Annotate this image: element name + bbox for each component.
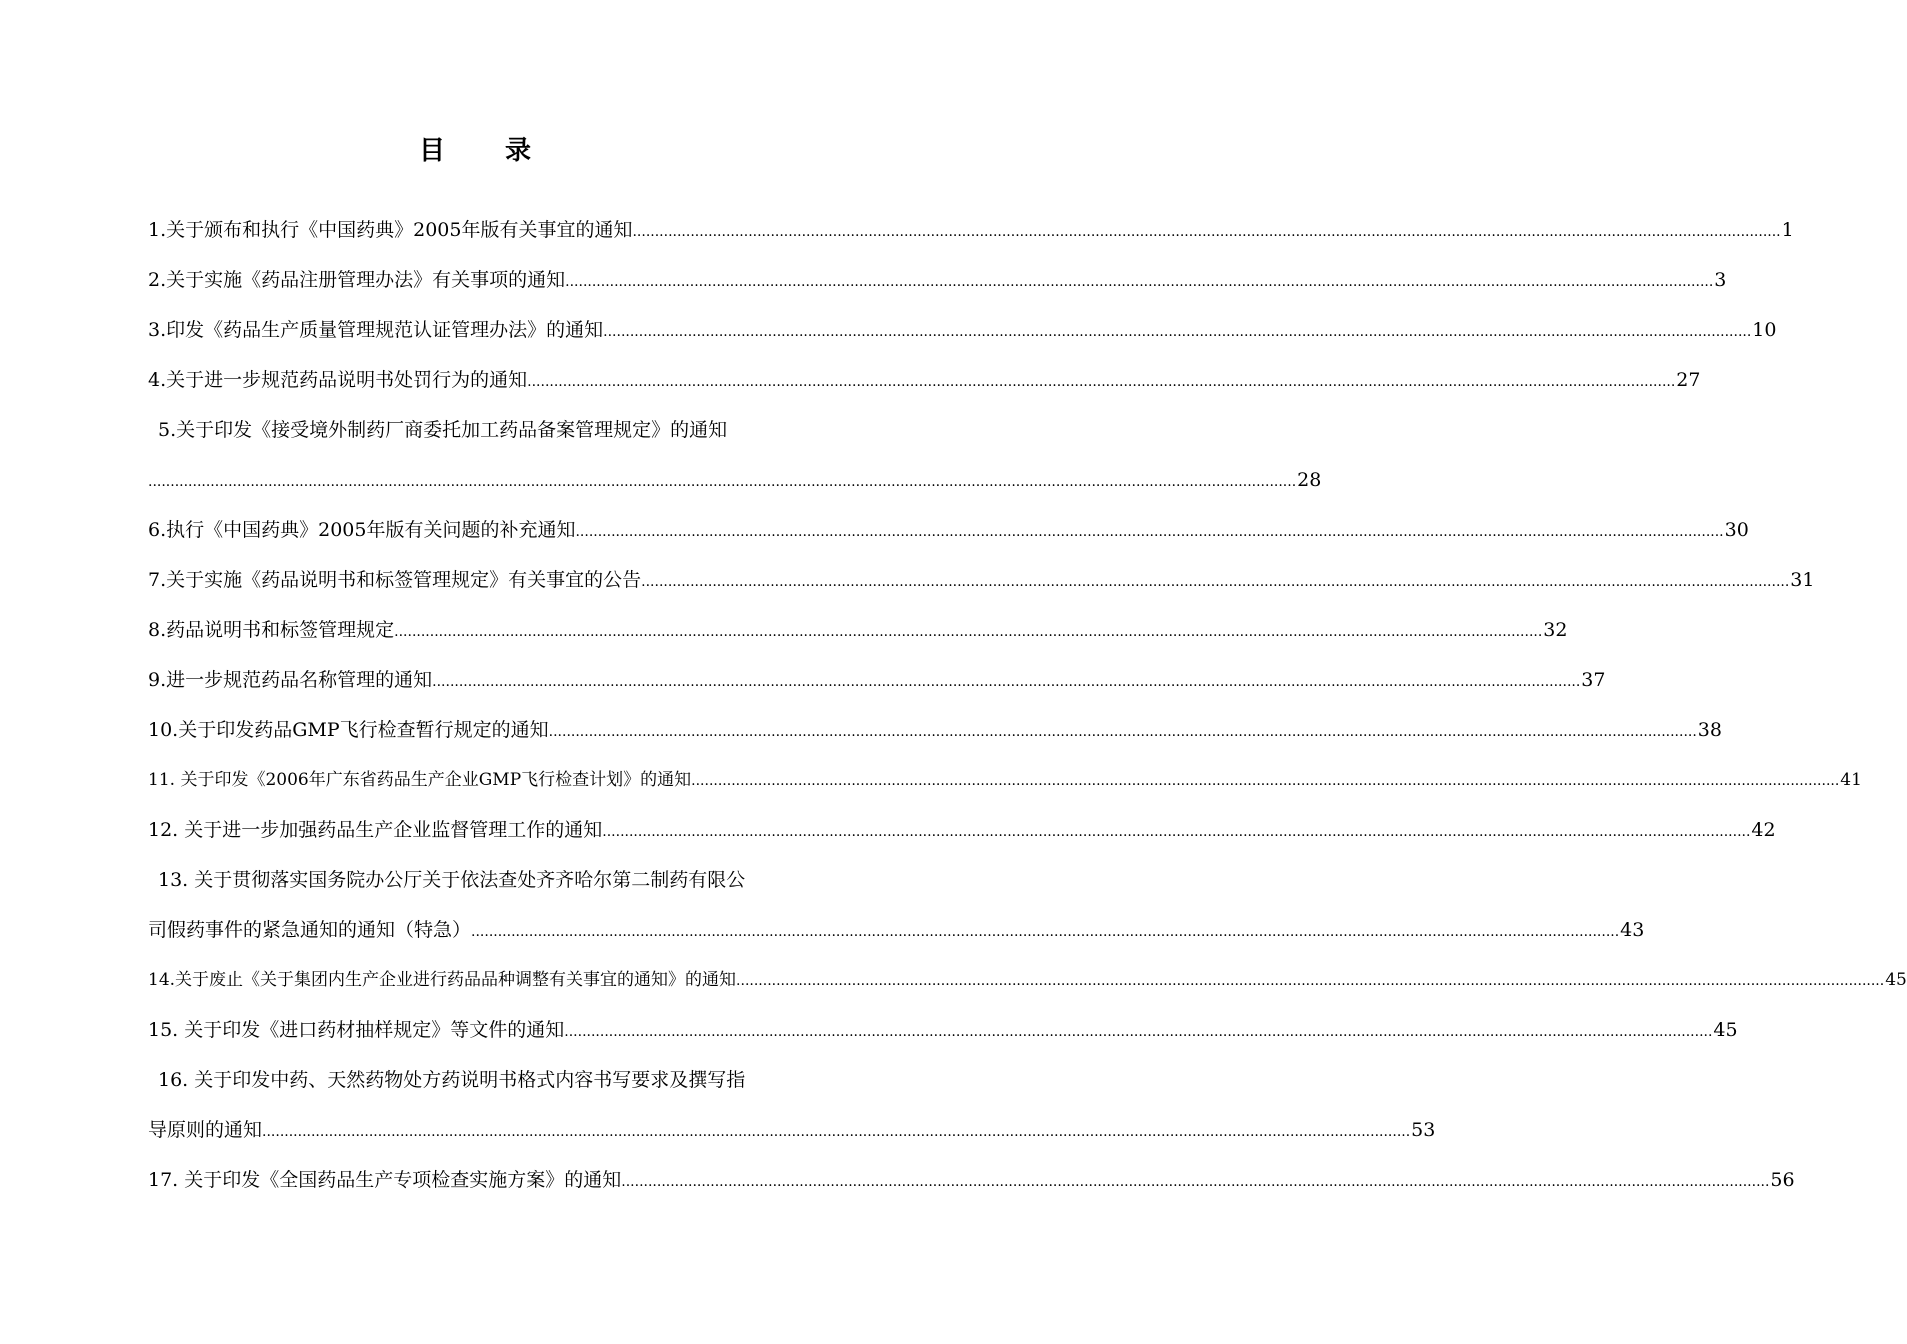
toc-page-number: 3	[1714, 269, 1727, 291]
toc-page-number: 38	[1697, 719, 1722, 741]
toc-page-number: 10	[1752, 319, 1777, 341]
toc-entry-5-line-1[interactable]: 5.关于印发《接受境外制药厂商委托加工药品备案管理规定》的通知	[158, 419, 728, 441]
toc-page-number: 30	[1724, 519, 1749, 541]
toc-title-char-2: 录	[505, 136, 532, 166]
toc-page-number: 31	[1790, 569, 1815, 591]
toc-page-number: 53	[1411, 1119, 1436, 1141]
toc-entry-5[interactable]	[148, 455, 1322, 505]
toc-page-number: 56	[1770, 1169, 1795, 1191]
toc-page-number: 45	[1713, 1019, 1738, 1041]
toc-entry-1[interactable]: 1.关于颁布和执行《中国药典》2005年版有关事宜的通知 ..... 1	[148, 205, 836, 255]
toc-entry-16-line-1[interactable]: 16. 关于印发中药、天然药物处方药说明书格式内容书写要求及撰写指	[158, 1069, 746, 1091]
toc-entry-13[interactable]: 司假药事件的紧急通知的通知（特急） ..... 43	[148, 905, 836, 955]
toc-page-number: 32	[1543, 619, 1568, 641]
toc-page-number: 42	[1751, 819, 1776, 841]
toc-page-number: 28	[1297, 469, 1322, 491]
toc-entry-9[interactable]: 9.进一步规范药品名称管理的通知 ..... 37	[148, 655, 836, 705]
toc-page-number: 27	[1676, 369, 1701, 391]
toc-title-char-1: 目	[418, 136, 445, 166]
toc-page-number: 1	[1781, 219, 1794, 241]
toc-entry-14[interactable]: 14.关于废止《关于集团内生产企业进行药品品种调整有关事宜的通知》的通知 ..... 45	[148, 955, 836, 1005]
toc-entry-3[interactable]: 3.印发《药品生产质量管理规范认证管理办法》的通知 ..... 10	[148, 305, 836, 355]
toc-entry-7[interactable]: 7.关于实施《药品说明书和标签管理规定》有关事宜的公告 ..... 31	[148, 555, 836, 605]
table-of-contents	[148, 205, 1907, 1205]
toc-entry-2[interactable]: 2.关于实施《药品注册管理办法》有关事项的通知 ..... 3	[148, 255, 836, 305]
toc-entry-6[interactable]: 6.执行《中国药典》2005年版有关问题的补充通知 ..... 30	[148, 505, 836, 555]
toc-title	[0, 130, 950, 167]
toc-entry-8[interactable]: 8.药品说明书和标签管理规定 ..... 32	[148, 605, 836, 655]
toc-entry-15[interactable]: 15. 关于印发《进口药材抽样规定》等文件的通知 ..... 45	[148, 1005, 836, 1055]
toc-page-number: 41	[1840, 770, 1862, 790]
toc-entry-12[interactable]: 12. 关于进一步加强药品生产企业监督管理工作的通知 ..... 42	[148, 805, 836, 855]
toc-page-number: 37	[1581, 669, 1606, 691]
toc-page-number: 43	[1620, 919, 1645, 941]
toc-entry-4[interactable]: 4.关于进一步规范药品说明书处罚行为的通知 ..... 27	[148, 355, 836, 405]
toc-entry-16[interactable]: 导原则的通知 ..... 53	[148, 1105, 836, 1155]
toc-entry-17[interactable]: 17. 关于印发《全国药品生产专项检查实施方案》的通知 ..... 56	[148, 1155, 836, 1205]
toc-entry-11[interactable]: 11. 关于印发《2006年广东省药品生产企业GMP飞行检查计划》的通知 ..... 41	[148, 755, 836, 805]
toc-page-number: 45	[1885, 970, 1907, 990]
toc-entry-13-line-1[interactable]: 13. 关于贯彻落实国务院办公厅关于依法查处齐齐哈尔第二制药有限公	[158, 869, 746, 891]
toc-entry-10[interactable]: 10.关于印发药品GMP飞行检查暂行规定的通知 ..... 38	[148, 705, 836, 755]
